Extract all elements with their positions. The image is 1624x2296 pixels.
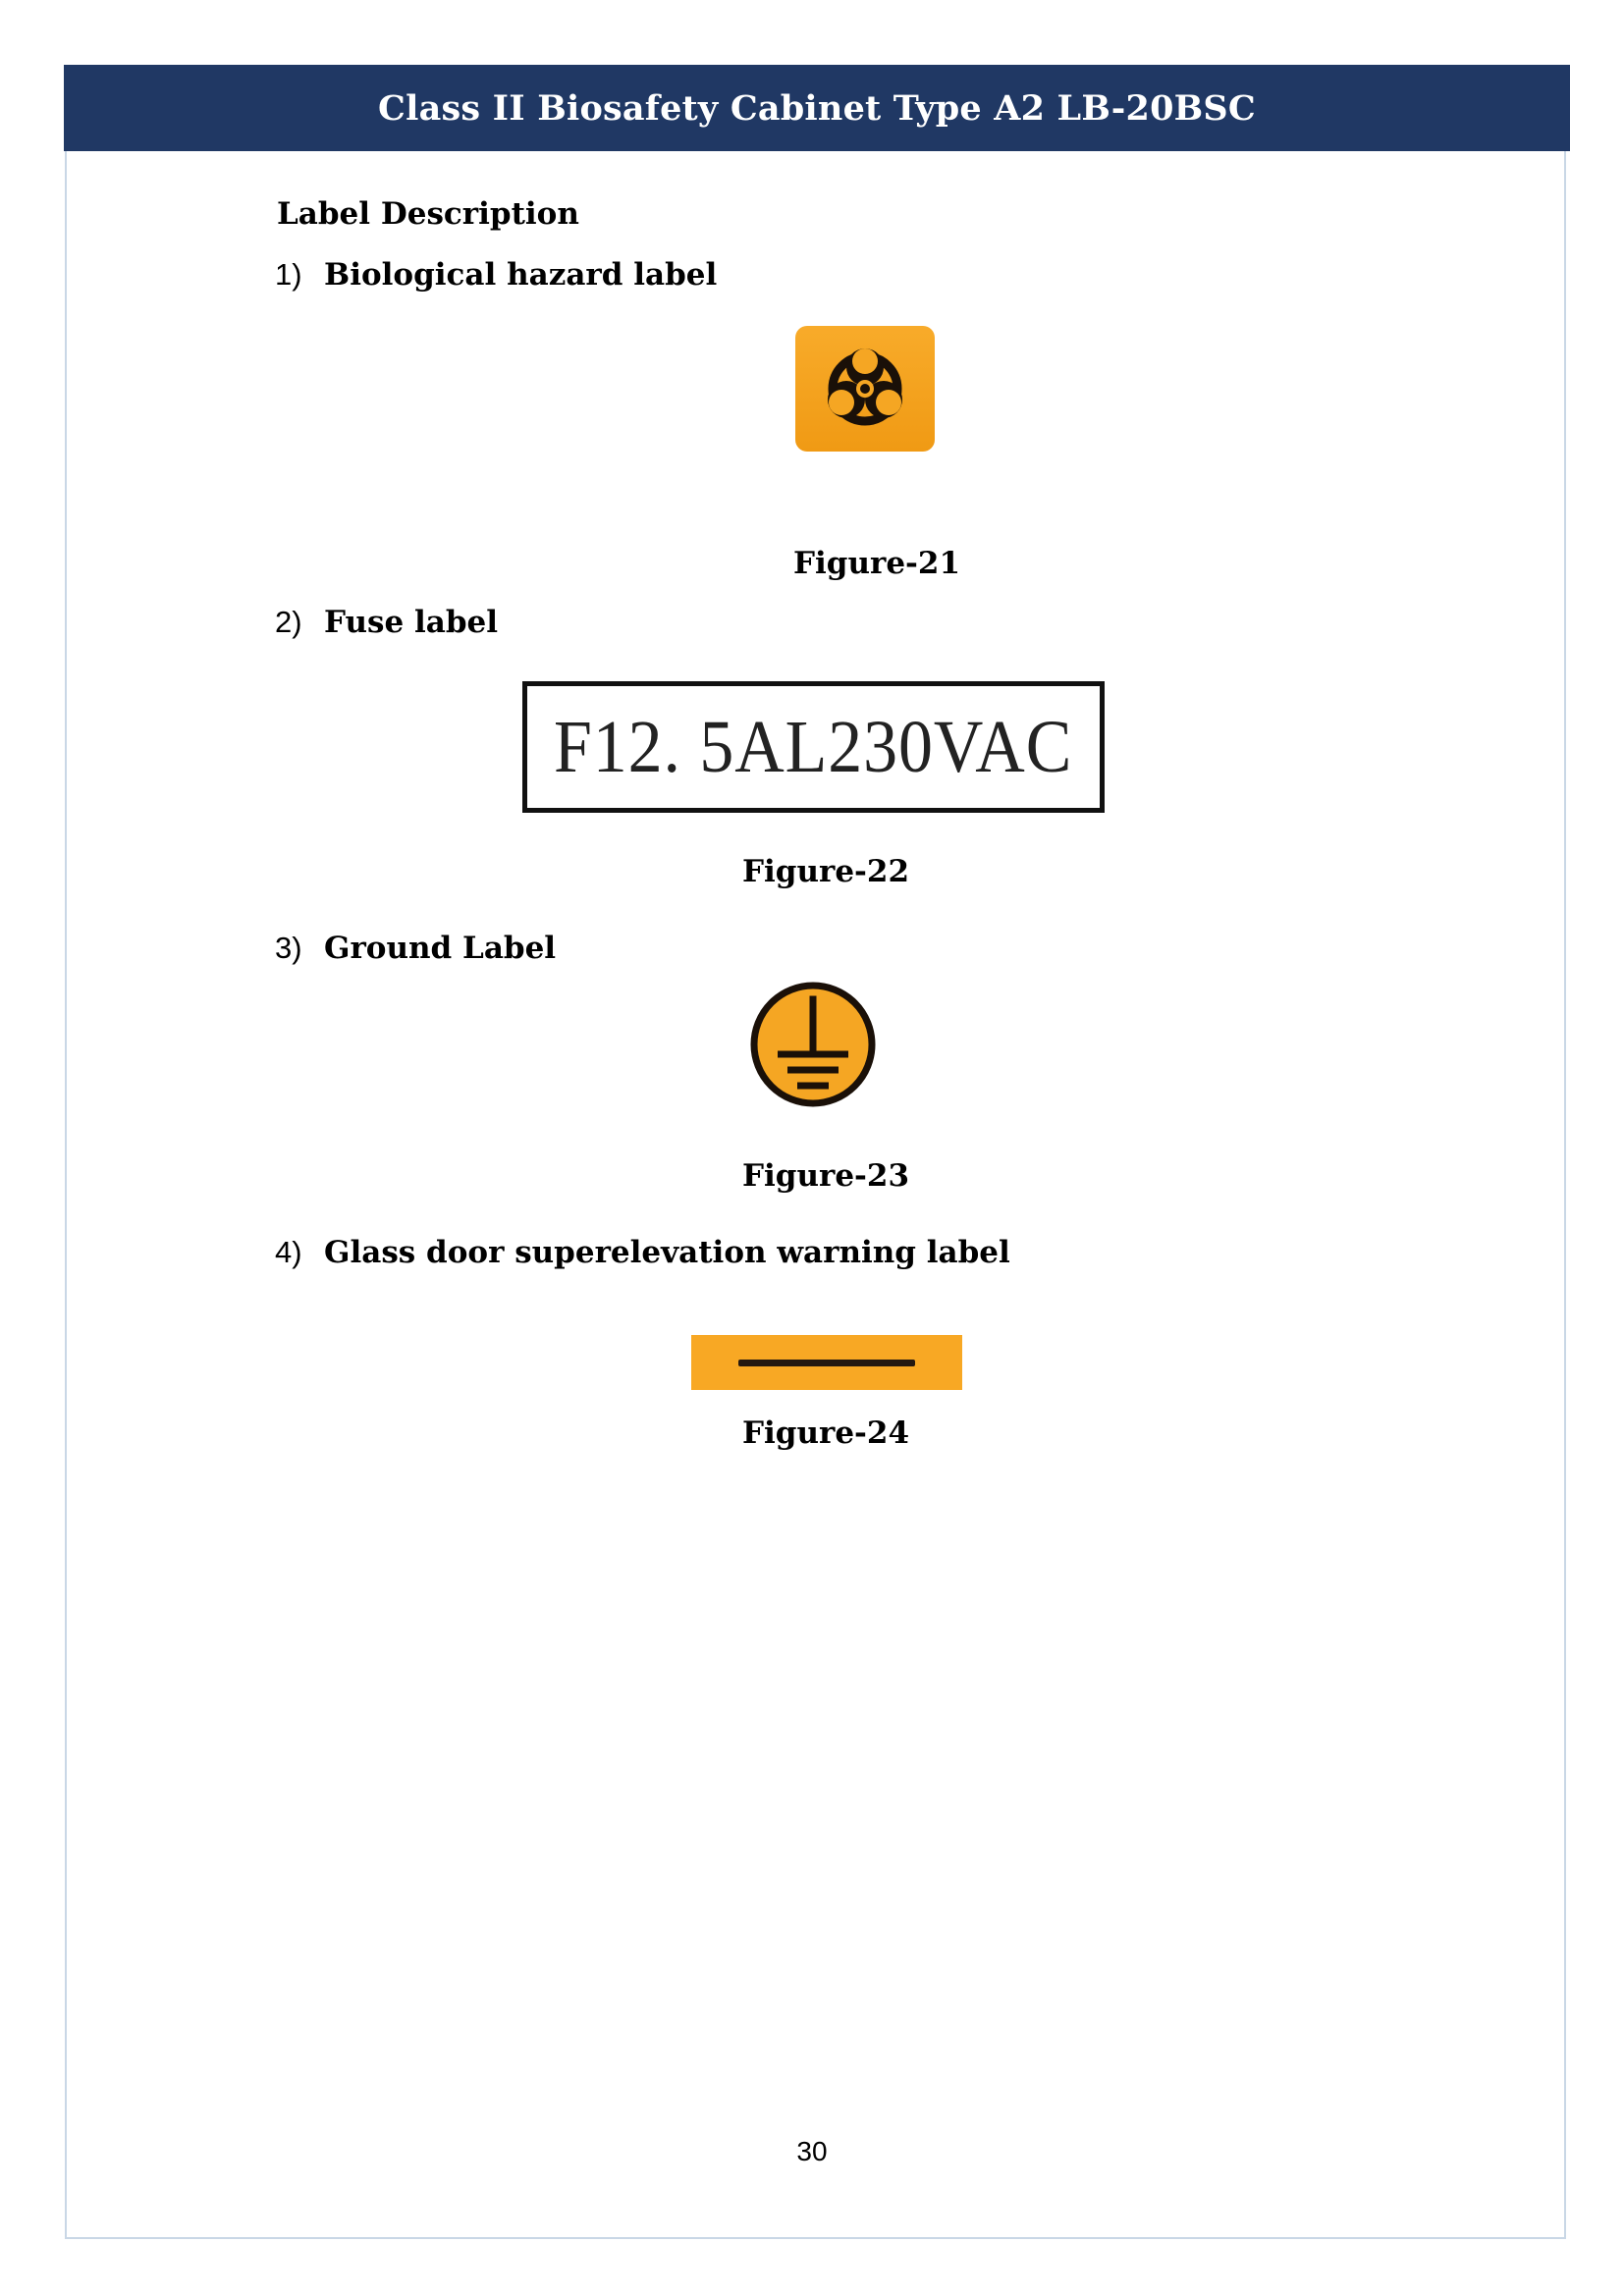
header-bar [64,65,1570,151]
item-number: 4) [275,1235,302,1269]
item-label: Ground Label [324,931,557,966]
item-label: Fuse label [324,605,499,640]
figure-caption: Figure-23 [742,1158,910,1194]
superelevation-warning-icon [691,1335,962,1390]
figure-caption: Figure-22 [742,854,910,889]
fuse-label-image [522,681,1105,813]
item-label: Biological hazard label [324,257,718,293]
list-item-biohazard [275,257,717,293]
header-title: Class II Biosafety Cabinet Type A2 LB-20BSC [378,87,1256,129]
list-item-ground [275,931,556,966]
figure-caption: Figure-21 [793,546,961,581]
list-item-superelevation [275,1235,1010,1270]
biohazard-icon [793,324,937,454]
item-label: Glass door superelevation warning label [324,1235,1010,1270]
item-number: 3) [275,931,302,965]
item-number: 2) [275,605,302,639]
page-number: 30 [796,2136,828,2166]
item-number: 1) [275,257,302,292]
figure-caption: Figure-24 [742,1415,910,1451]
list-item-fuse [275,605,498,640]
fuse-label-text: F12. 5AL230VAC [554,705,1073,788]
section-heading: Label Description [277,196,579,232]
ground-icon [748,980,878,1109]
